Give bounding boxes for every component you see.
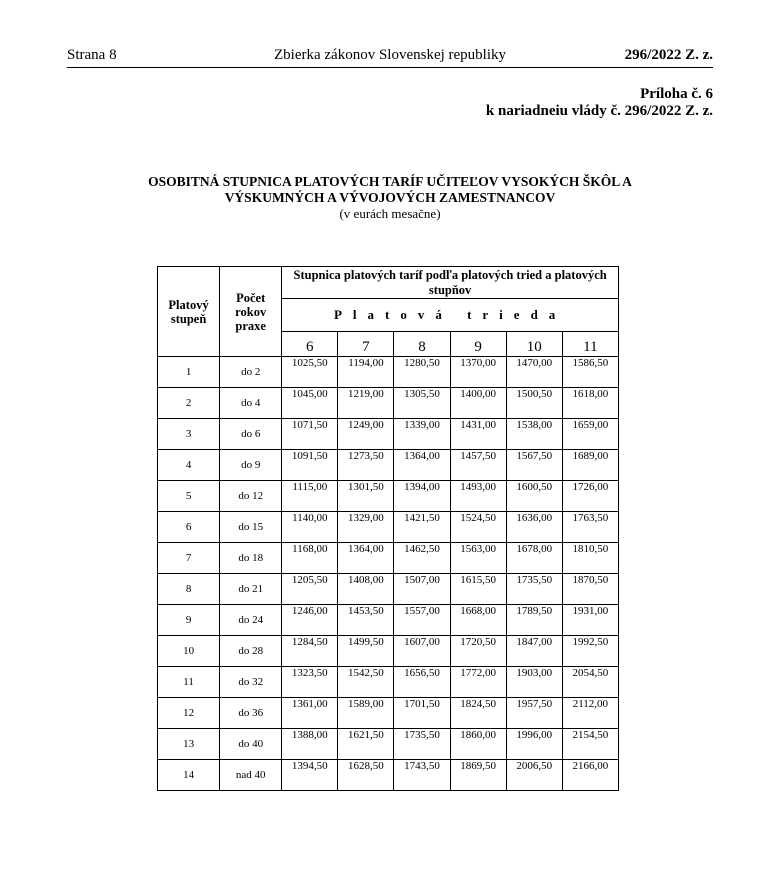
cell-tariff-value: 1870,50 xyxy=(562,574,618,605)
cell-prax: do 15 xyxy=(220,512,282,543)
cell-tariff-value: 1499,50 xyxy=(338,636,394,667)
page-number: Strana 8 xyxy=(67,47,117,63)
table-row xyxy=(158,481,619,512)
document-subtitle: (v eurách mesačne) xyxy=(339,206,441,221)
cell-prax: do 12 xyxy=(220,481,282,512)
table-row xyxy=(158,698,619,729)
cell-prax: do 32 xyxy=(220,667,282,698)
cell-stupen: 9 xyxy=(158,605,220,636)
cell-tariff-value: 1140,00 xyxy=(282,512,338,543)
cell-stupen: 2 xyxy=(158,388,220,419)
cell-tariff-value: 1726,00 xyxy=(562,481,618,512)
class-number: 8 xyxy=(394,332,450,357)
cell-tariff-value: 1996,00 xyxy=(506,729,562,760)
title-line-2: VÝSKUMNÝCH A VÝVOJOVÝCH ZAMESTNANCOV xyxy=(224,190,556,205)
cell-stupen: 13 xyxy=(158,729,220,760)
cell-prax: do 2 xyxy=(220,357,282,388)
cell-tariff-value: 1607,00 xyxy=(394,636,450,667)
table-row xyxy=(158,512,619,543)
cell-prax: nad 40 xyxy=(220,760,282,791)
page-header xyxy=(67,47,713,68)
cell-stupen: 12 xyxy=(158,698,220,729)
annex-label xyxy=(486,86,713,120)
cell-stupen: 3 xyxy=(158,419,220,450)
cell-tariff-value: 1500,50 xyxy=(506,388,562,419)
cell-tariff-value: 1457,50 xyxy=(450,450,506,481)
cell-tariff-value: 1168,00 xyxy=(282,543,338,574)
cell-tariff-value: 1246,00 xyxy=(282,605,338,636)
cell-stupen: 4 xyxy=(158,450,220,481)
cell-tariff-value: 1394,00 xyxy=(394,481,450,512)
table-row xyxy=(158,760,619,791)
cell-prax: do 6 xyxy=(220,419,282,450)
cell-stupen: 11 xyxy=(158,667,220,698)
cell-tariff-value: 1567,50 xyxy=(506,450,562,481)
cell-tariff-value: 1720,50 xyxy=(450,636,506,667)
table-row xyxy=(158,543,619,574)
cell-tariff-value: 1524,50 xyxy=(450,512,506,543)
class-number: 9 xyxy=(450,332,506,357)
cell-tariff-value: 1364,00 xyxy=(394,450,450,481)
cell-tariff-value: 1361,00 xyxy=(282,698,338,729)
cell-tariff-value: 1589,00 xyxy=(338,698,394,729)
cell-stupen: 7 xyxy=(158,543,220,574)
class-number: 10 xyxy=(506,332,562,357)
cell-tariff-value: 1045,00 xyxy=(282,388,338,419)
cell-stupen: 6 xyxy=(158,512,220,543)
cell-tariff-value: 1615,50 xyxy=(450,574,506,605)
document-title xyxy=(0,174,780,206)
cell-prax: do 24 xyxy=(220,605,282,636)
table-row xyxy=(158,574,619,605)
cell-tariff-value: 1903,00 xyxy=(506,667,562,698)
cell-tariff-value: 1071,50 xyxy=(282,419,338,450)
cell-tariff-value: 1656,50 xyxy=(394,667,450,698)
cell-stupen: 14 xyxy=(158,760,220,791)
cell-tariff-value: 1364,00 xyxy=(338,543,394,574)
cell-tariff-value: 1301,50 xyxy=(338,481,394,512)
cell-tariff-value: 1194,00 xyxy=(338,357,394,388)
cell-tariff-value: 2154,50 xyxy=(562,729,618,760)
cell-stupen: 10 xyxy=(158,636,220,667)
cell-tariff-value: 2006,50 xyxy=(506,760,562,791)
cell-tariff-value: 1339,00 xyxy=(394,419,450,450)
cell-tariff-value: 1743,50 xyxy=(394,760,450,791)
class-number: 6 xyxy=(282,332,338,357)
cell-tariff-value: 1462,50 xyxy=(394,543,450,574)
cell-prax: do 36 xyxy=(220,698,282,729)
annex-number: Príloha č. 6 xyxy=(640,86,713,102)
cell-tariff-value: 1507,00 xyxy=(394,574,450,605)
cell-tariff-value: 1025,50 xyxy=(282,357,338,388)
cell-tariff-value: 1542,50 xyxy=(338,667,394,698)
cell-prax: do 40 xyxy=(220,729,282,760)
table-row xyxy=(158,729,619,760)
cell-tariff-value: 1586,50 xyxy=(562,357,618,388)
cell-tariff-value: 1869,50 xyxy=(450,760,506,791)
cell-tariff-value: 1659,00 xyxy=(562,419,618,450)
law-number: 296/2022 Z. z. xyxy=(624,47,713,63)
cell-tariff-value: 1284,50 xyxy=(282,636,338,667)
cell-prax: do 4 xyxy=(220,388,282,419)
cell-tariff-value: 1431,00 xyxy=(450,419,506,450)
cell-tariff-value: 1400,00 xyxy=(450,388,506,419)
cell-tariff-value: 1249,00 xyxy=(338,419,394,450)
cell-tariff-value: 2112,00 xyxy=(562,698,618,729)
table-row xyxy=(158,636,619,667)
group-header: Stupnica platových taríf podľa platových tried a platových stupňov xyxy=(282,267,619,299)
cell-tariff-value: 1763,50 xyxy=(562,512,618,543)
cell-tariff-value: 1370,00 xyxy=(450,357,506,388)
table-row xyxy=(158,605,619,636)
cell-tariff-value: 1701,50 xyxy=(394,698,450,729)
cell-tariff-value: 1388,00 xyxy=(282,729,338,760)
cell-tariff-value: 1628,50 xyxy=(338,760,394,791)
cell-tariff-value: 1205,50 xyxy=(282,574,338,605)
column-header-stupen: Platový stupeň xyxy=(158,267,220,357)
cell-tariff-value: 1563,00 xyxy=(450,543,506,574)
cell-tariff-value: 1329,00 xyxy=(338,512,394,543)
class-header: Platová trieda xyxy=(282,299,619,332)
cell-tariff-value: 1557,00 xyxy=(394,605,450,636)
table-row xyxy=(158,419,619,450)
cell-prax: do 9 xyxy=(220,450,282,481)
table-row xyxy=(158,388,619,419)
cell-tariff-value: 1273,50 xyxy=(338,450,394,481)
title-line-1: OSOBITNÁ STUPNICA PLATOVÝCH TARÍF UČITEĽOV VYSOKÝCH ŠKÔL A xyxy=(148,174,632,189)
cell-tariff-value: 1394,50 xyxy=(282,760,338,791)
cell-prax: do 18 xyxy=(220,543,282,574)
cell-tariff-value: 1735,50 xyxy=(506,574,562,605)
cell-tariff-value: 1305,50 xyxy=(394,388,450,419)
cell-tariff-value: 1493,00 xyxy=(450,481,506,512)
salary-tariff-table xyxy=(157,266,619,791)
cell-tariff-value: 1678,00 xyxy=(506,543,562,574)
cell-prax: do 21 xyxy=(220,574,282,605)
cell-tariff-value: 1860,00 xyxy=(450,729,506,760)
cell-tariff-value: 2054,50 xyxy=(562,667,618,698)
cell-tariff-value: 1408,00 xyxy=(338,574,394,605)
cell-tariff-value: 1621,50 xyxy=(338,729,394,760)
cell-tariff-value: 1421,50 xyxy=(394,512,450,543)
annex-reference: k nariadneiu vlády č. 296/2022 Z. z. xyxy=(485,103,713,119)
cell-tariff-value: 1115,00 xyxy=(282,481,338,512)
cell-tariff-value: 1668,00 xyxy=(450,605,506,636)
cell-tariff-value: 2166,00 xyxy=(562,760,618,791)
cell-tariff-value: 1618,00 xyxy=(562,388,618,419)
cell-stupen: 1 xyxy=(158,357,220,388)
cell-tariff-value: 1735,50 xyxy=(394,729,450,760)
table-row xyxy=(158,667,619,698)
class-number: 11 xyxy=(562,332,618,357)
table-row xyxy=(158,357,619,388)
cell-tariff-value: 1453,50 xyxy=(338,605,394,636)
cell-tariff-value: 1538,00 xyxy=(506,419,562,450)
cell-prax: do 28 xyxy=(220,636,282,667)
cell-tariff-value: 1689,00 xyxy=(562,450,618,481)
class-number: 7 xyxy=(338,332,394,357)
cell-tariff-value: 1810,50 xyxy=(562,543,618,574)
cell-tariff-value: 1772,00 xyxy=(450,667,506,698)
table-row xyxy=(158,450,619,481)
cell-tariff-value: 1091,50 xyxy=(282,450,338,481)
cell-stupen: 8 xyxy=(158,574,220,605)
cell-tariff-value: 1824,50 xyxy=(450,698,506,729)
cell-stupen: 5 xyxy=(158,481,220,512)
column-header-prax: Počet rokov praxe xyxy=(220,267,282,357)
cell-tariff-value: 1957,50 xyxy=(506,698,562,729)
cell-tariff-value: 1470,00 xyxy=(506,357,562,388)
cell-tariff-value: 1600,50 xyxy=(506,481,562,512)
cell-tariff-value: 1219,00 xyxy=(338,388,394,419)
cell-tariff-value: 1931,00 xyxy=(562,605,618,636)
cell-tariff-value: 1323,50 xyxy=(282,667,338,698)
cell-tariff-value: 1636,00 xyxy=(506,512,562,543)
cell-tariff-value: 1847,00 xyxy=(506,636,562,667)
cell-tariff-value: 1789,50 xyxy=(506,605,562,636)
publication-title: Zbierka zákonov Slovenskej republiky xyxy=(273,47,507,63)
cell-tariff-value: 1280,50 xyxy=(394,357,450,388)
cell-tariff-value: 1992,50 xyxy=(562,636,618,667)
